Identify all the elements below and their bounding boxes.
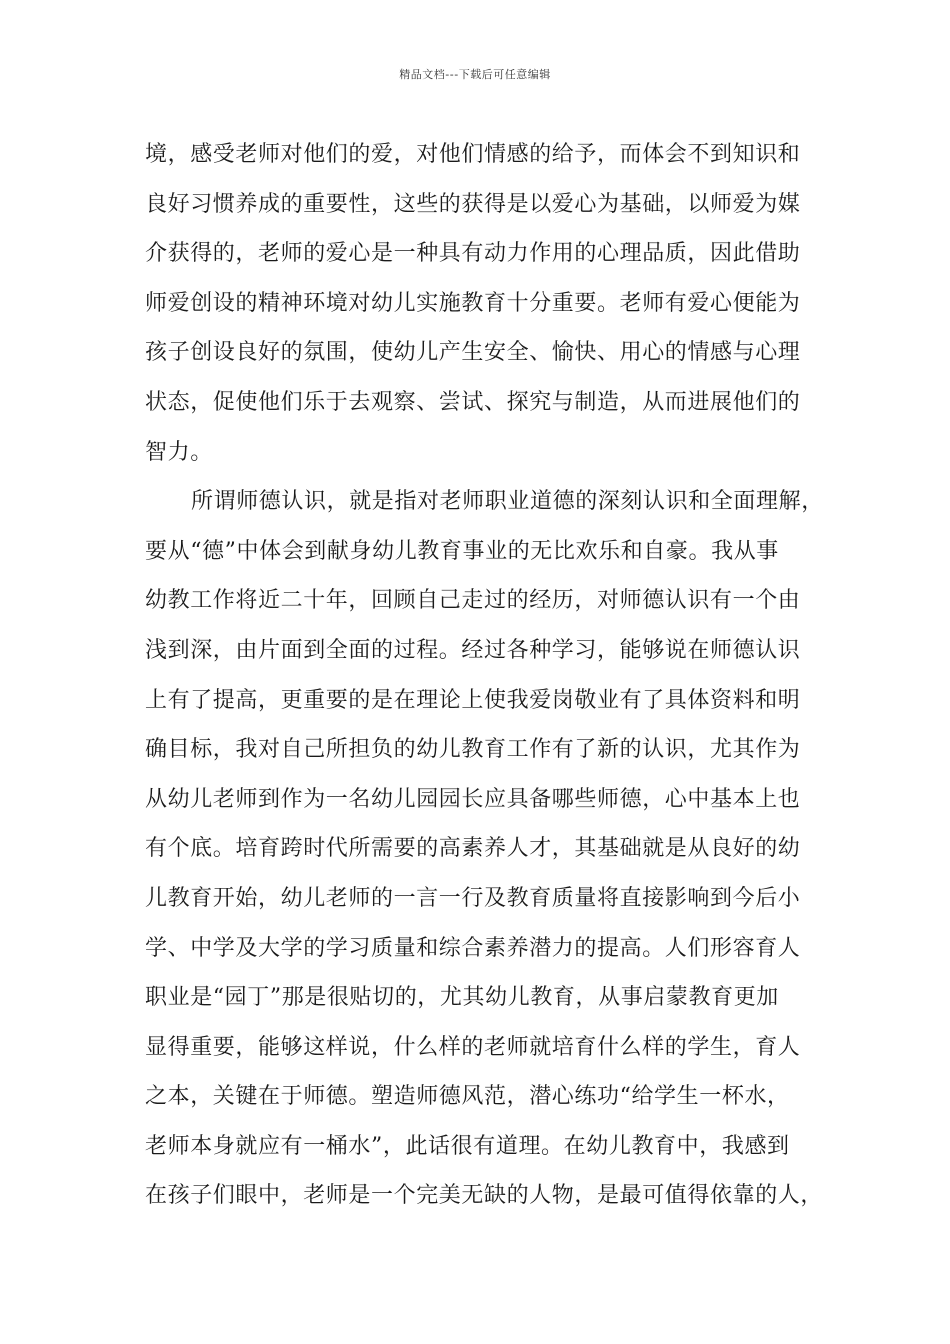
text-line-first-indented: 所谓师德认识，就是指对老师职业道德的深刻认识和全面理解， (191, 489, 824, 515)
text-line: 介获得的，老师的爱心是一种具有动力作用的心理品质，因此借助 (145, 241, 801, 267)
text-line: 要从“德”中体会到献身幼儿教育事业的无比欢乐和自豪。我从事 (145, 538, 779, 564)
text-line: 老师本身就应有一桶水”，此话很有道理。在幼儿教育中，我感到 (145, 1133, 790, 1159)
text-line: 良好习惯养成的重要性，这些的获得是以爱心为基础，以师爱为媒 (145, 191, 801, 217)
text-line: 确目标，我对自己所担负的幼儿教育工作有了新的认识，尤其作为 (145, 737, 801, 763)
text-line: 之本，关键在于师德。塑造师德风范，潜心练功“给学生一杯水， (145, 1084, 790, 1110)
text-line: 有个底。培育跨时代所需要的高素养人才，其基础就是从良好的幼 (145, 836, 801, 862)
text-line: 浅到深，由片面到全面的过程。经过各种学习，能够说在师德认识 (145, 637, 801, 663)
text-line: 从幼儿老师到作为一名幼儿园园长应具备哪些师德，心中基本上也 (145, 786, 801, 812)
text-line: 上有了提高，更重要的是在理论上使我爱岗敬业有了具体资料和明 (145, 687, 801, 713)
text-line: 显得重要，能够这样说，什么样的老师就培育什么样的学生，育人 (145, 1034, 801, 1060)
text-line: 孩子创设良好的氛围，使幼儿产生安全、愉快、用心的情感与心理 (145, 340, 801, 366)
text-line: 幼教工作将近二十年，回顾自己走过的经历，对师德认识有一个由 (145, 588, 801, 614)
paragraph-1 (145, 130, 835, 477)
text-line: 智力。 (145, 439, 213, 465)
paragraph-2 (145, 477, 835, 1221)
text-line: 职业是“园丁”那是很贴切的，尤其幼儿教育，从事启蒙教育更加 (145, 985, 779, 1011)
page-header: 精品文档---下载后可任意编辑 (399, 68, 551, 81)
text-line: 在孩子们眼中，老师是一个完美无缺的人物，是最可值得依靠的人， (145, 1183, 824, 1209)
text-line: 状态，促使他们乐于去观察、尝试、探究与制造，从而进展他们的 (145, 389, 801, 415)
text-line: 师爱创设的精神环境对幼儿实施教育十分重要。老师有爱心便能为 (145, 290, 801, 316)
document-body (145, 130, 835, 1221)
text-line: 儿教育开始，幼儿老师的一言一行及教育质量将直接影响到今后小 (145, 885, 801, 911)
text-line: 境，感受老师对他们的爱，对他们情感的给予，而体会不到知识和 (145, 142, 801, 167)
text-line: 学、中学及大学的学习质量和综合素养潜力的提高。人们形容育人 (145, 935, 801, 961)
